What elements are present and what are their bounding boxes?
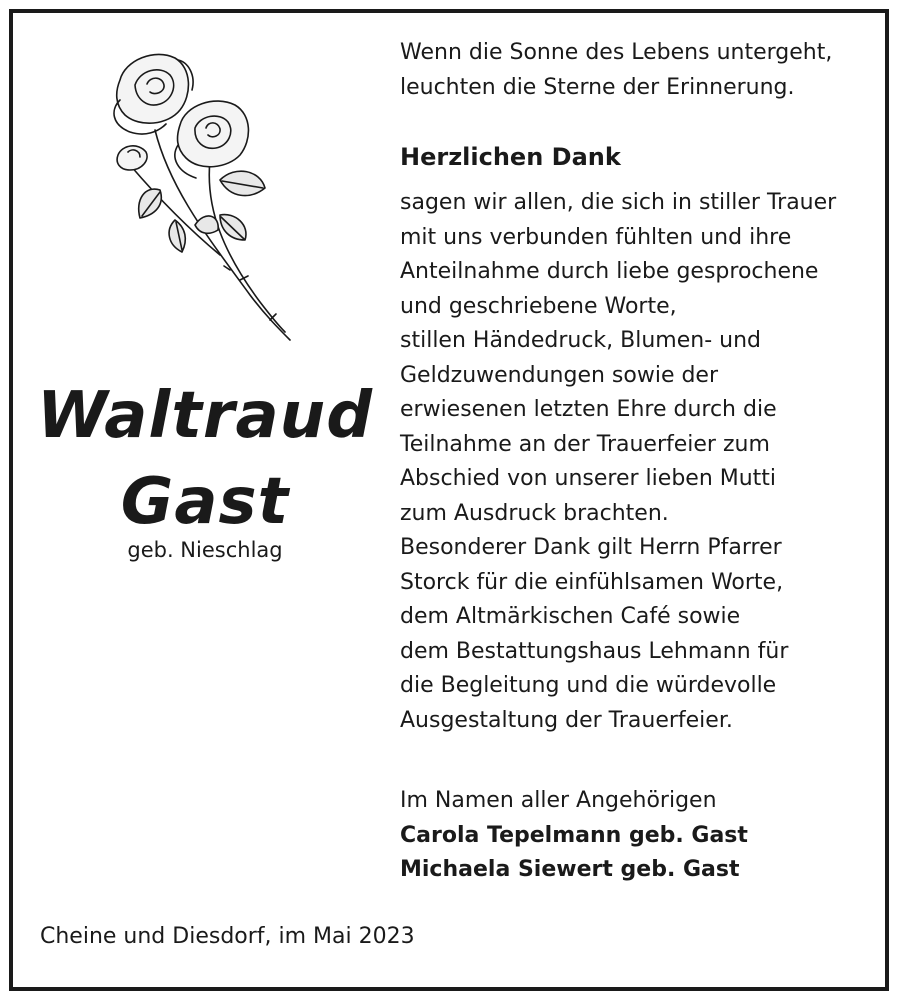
body-line: dem Bestattungshaus Lehmann für — [400, 638, 789, 664]
motto-line: leuchten die Sterne der Erinnerung. — [400, 74, 795, 100]
thanks-heading: Herzlichen Dank — [400, 143, 621, 171]
body-line: stillen Händedruck, Blumen- und — [400, 328, 761, 353]
rose-illustration-icon — [100, 40, 310, 350]
body-line: mit uns verbunden fühlten und ihre — [400, 224, 792, 250]
body-line: zum Ausdruck brachten. — [400, 500, 669, 526]
signature-block — [400, 784, 870, 888]
signer-name: Carola Tepelmann geb. Gast — [400, 822, 748, 848]
body-line: sagen wir allen, die sich in stiller Trauer — [400, 190, 837, 215]
body-line: Teilnahme an der Trauerfeier zum — [400, 431, 770, 457]
signature-intro: Im Namen aller Angehörigen — [400, 788, 717, 813]
body-line: Geldzuwendungen sowie der — [400, 362, 719, 388]
thanks-body — [400, 186, 870, 738]
deceased-birth-name: geb. Nieschlag — [127, 538, 283, 562]
body-line: Ausgestaltung der Trauerfeier. — [400, 707, 733, 733]
deceased-first-name: Waltraud — [36, 379, 374, 453]
body-line: Anteilnahme durch liebe gesprochene — [400, 259, 819, 284]
body-line: die Begleitung und die würdevolle — [400, 673, 777, 698]
place-and-date: Cheine und Diesdorf, im Mai 2023 — [40, 924, 415, 949]
motto-line: Wenn die Sonne des Lebens untergeht, — [400, 40, 833, 65]
body-line: Storck für die einfühlsamen Worte, — [400, 569, 784, 595]
body-line: Besonderer Dank gilt Herrn Pfarrer — [400, 535, 782, 560]
deceased-last-name: Gast — [120, 465, 290, 539]
signer-name: Michaela Siewert geb. Gast — [400, 857, 740, 882]
body-line: Abschied von unserer lieben Mutti — [400, 466, 777, 491]
motto — [400, 36, 870, 105]
body-line: dem Altmärkischen Café sowie — [400, 604, 741, 629]
body-line: und geschriebene Worte, — [400, 293, 677, 319]
body-line: erwiesenen letzten Ehre durch die — [400, 397, 777, 422]
